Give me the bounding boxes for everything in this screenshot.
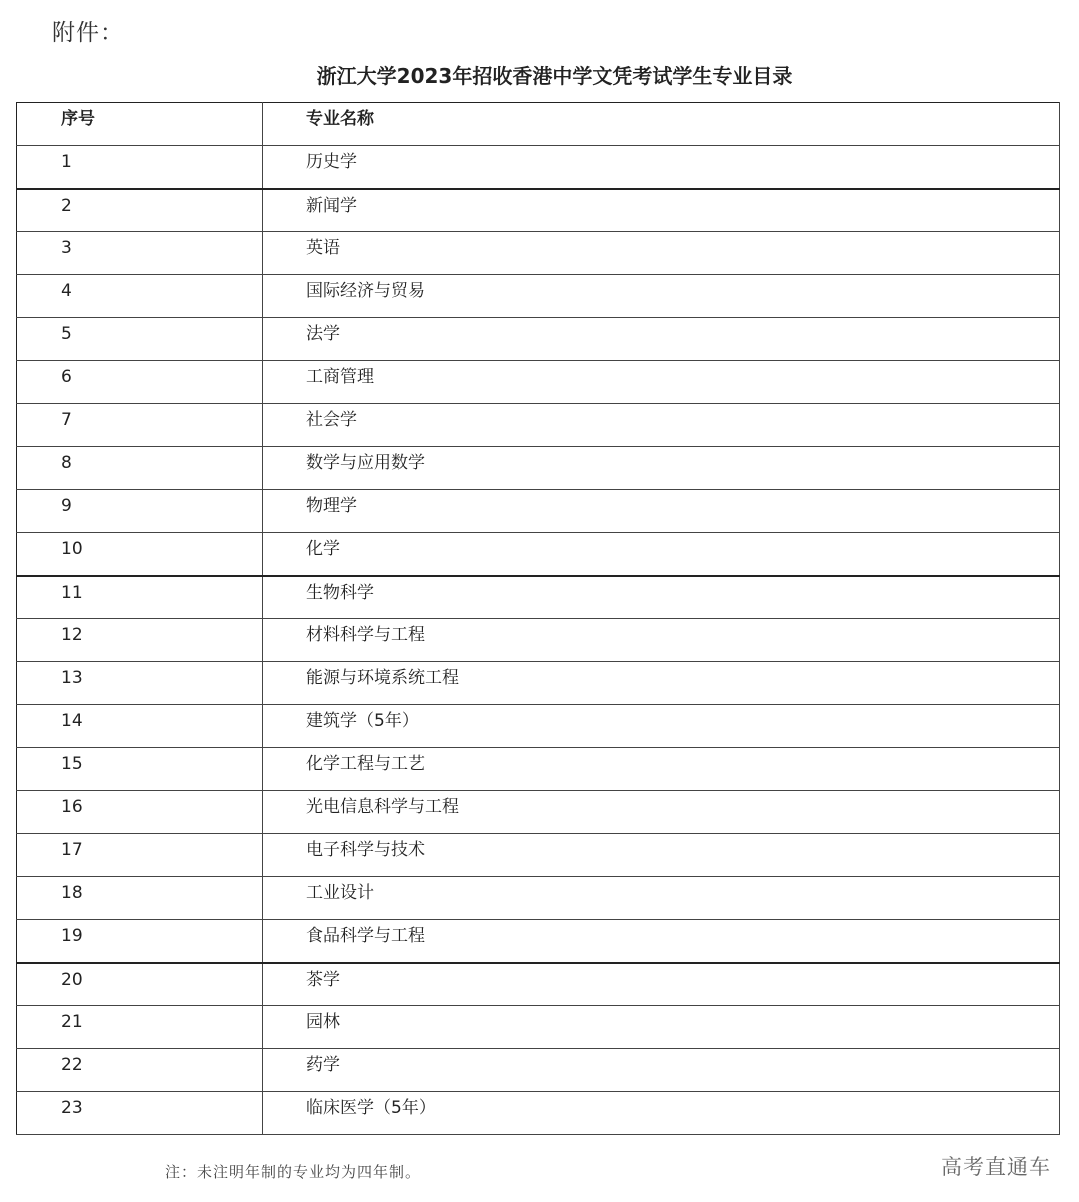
serial-number-cell: 17 — [17, 834, 263, 877]
table-row — [17, 662, 1060, 705]
attachment-label: 附件： — [52, 20, 124, 46]
major-name-cell: 建筑学（5年） — [263, 705, 1060, 748]
serial-number-cell: 16 — [17, 791, 263, 834]
table-row — [17, 963, 1060, 1006]
serial-number-cell: 5 — [17, 318, 263, 361]
major-name-cell: 材料科学与工程 — [263, 619, 1060, 662]
serial-number-cell: 19 — [17, 920, 263, 963]
major-name-cell: 工商管理 — [263, 361, 1060, 404]
table-row — [17, 920, 1060, 963]
watermark-text: 高考直通车 — [941, 1155, 1051, 1179]
table-row — [17, 619, 1060, 662]
major-catalog-table — [16, 102, 1060, 1135]
table-row — [17, 275, 1060, 318]
table-header-row — [17, 103, 1060, 146]
table-row — [17, 834, 1060, 877]
serial-number-cell: 20 — [17, 963, 263, 1006]
table-row — [17, 877, 1060, 920]
major-name-cell: 能源与环境系统工程 — [263, 662, 1060, 705]
serial-number-cell: 15 — [17, 748, 263, 791]
header-major-name: 专业名称 — [263, 103, 1060, 146]
major-name-cell: 国际经济与贸易 — [263, 275, 1060, 318]
table-row — [17, 791, 1060, 834]
serial-number-cell: 6 — [17, 361, 263, 404]
serial-number-cell: 10 — [17, 533, 263, 576]
serial-number-cell: 12 — [17, 619, 263, 662]
serial-number-cell: 18 — [17, 877, 263, 920]
header-serial-number: 序号 — [17, 103, 263, 146]
table-row — [17, 404, 1060, 447]
major-name-cell: 法学 — [263, 318, 1060, 361]
major-name-cell: 英语 — [263, 232, 1060, 275]
table-row — [17, 533, 1060, 576]
table-row — [17, 1006, 1060, 1049]
major-name-cell: 茶学 — [263, 963, 1060, 1006]
table-row — [17, 318, 1060, 361]
table-row — [17, 189, 1060, 232]
serial-number-cell: 9 — [17, 490, 263, 533]
serial-number-cell: 21 — [17, 1006, 263, 1049]
major-name-cell: 物理学 — [263, 490, 1060, 533]
major-name-cell: 临床医学（5年） — [263, 1092, 1060, 1135]
table-row — [17, 361, 1060, 404]
serial-number-cell: 23 — [17, 1092, 263, 1135]
serial-number-cell: 7 — [17, 404, 263, 447]
table-row — [17, 490, 1060, 533]
table-row — [17, 146, 1060, 189]
table-row — [17, 232, 1060, 275]
major-name-cell: 生物科学 — [263, 576, 1060, 619]
major-name-cell: 历史学 — [263, 146, 1060, 189]
major-name-cell: 工业设计 — [263, 877, 1060, 920]
major-name-cell: 电子科学与技术 — [263, 834, 1060, 877]
table-row — [17, 1092, 1060, 1135]
table-row — [17, 1049, 1060, 1092]
table-row — [17, 447, 1060, 490]
serial-number-cell: 14 — [17, 705, 263, 748]
table-body — [17, 146, 1060, 1135]
serial-number-cell: 3 — [17, 232, 263, 275]
serial-number-cell: 4 — [17, 275, 263, 318]
serial-number-cell: 2 — [17, 189, 263, 232]
major-name-cell: 药学 — [263, 1049, 1060, 1092]
major-name-cell: 数学与应用数学 — [263, 447, 1060, 490]
table-row — [17, 748, 1060, 791]
serial-number-cell: 22 — [17, 1049, 263, 1092]
table-row — [17, 705, 1060, 748]
major-name-cell: 园林 — [263, 1006, 1060, 1049]
major-name-cell: 化学工程与工艺 — [263, 748, 1060, 791]
table-row — [17, 576, 1060, 619]
serial-number-cell: 8 — [17, 447, 263, 490]
footnote: 注：未注明年制的专业均为四年制。 — [165, 1163, 422, 1181]
serial-number-cell: 11 — [17, 576, 263, 619]
major-name-cell: 新闻学 — [263, 189, 1060, 232]
serial-number-cell: 1 — [17, 146, 263, 189]
major-name-cell: 社会学 — [263, 404, 1060, 447]
major-name-cell: 化学 — [263, 533, 1060, 576]
major-name-cell: 食品科学与工程 — [263, 920, 1060, 963]
serial-number-cell: 13 — [17, 662, 263, 705]
document-title: 浙江大学2023年招收香港中学文凭考试学生专业目录 — [316, 64, 793, 88]
major-name-cell: 光电信息科学与工程 — [263, 791, 1060, 834]
